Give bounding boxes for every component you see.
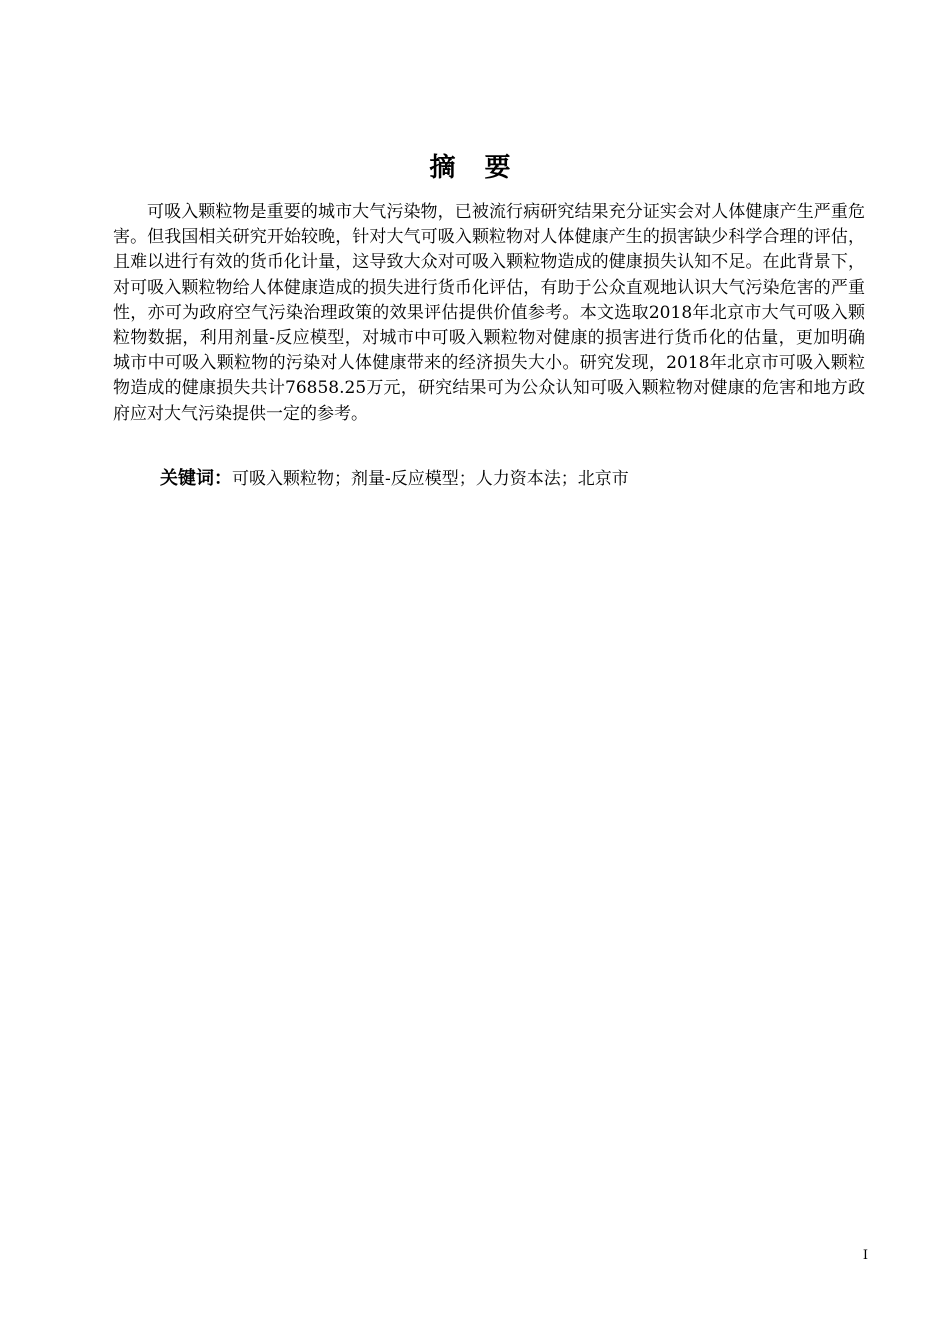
keywords-label: 关键词： bbox=[160, 468, 232, 489]
keywords-line bbox=[160, 466, 865, 492]
abstract-paragraph: 可吸入颗粒物是重要的城市大气污染物，已被流行病研究结果充分证实会对人体健康产生严重危害。但我国相关研究开始较晚，针对大气可吸入颗粒物对人体健康产生的损害缺少科学合理的评估，且难以进行有效的货币化计量，这导致大众对可吸入颗粒物造成的健康损失认知不足。在此背景下，对可吸入颗粒物给人体健康造成的损失进行货币化评估，有助于公众直观地认识大气污染危害的严重性，亦可为政府空气污染治理政策的效果评估提供价值参考。本文选取2018年北京市大气可吸入颗粒物数据，利用剂量-反应模型，对城市中可吸入颗粒物对健康的损害进行货币化的估量，更加明确城市中可吸入颗粒物的污染对人体健康带来的经济损失大小。研究发现，2018年北京市可吸入颗粒物造成的健康损失共计76858.25万元，研究结果可为公众认知可吸入颗粒物对健康的危害和地方政府应对大气污染提供一定的参考。 bbox=[113, 202, 865, 424]
keywords-text: 可吸入颗粒物；剂量-反应模型；人力资本法；北京市 bbox=[232, 469, 629, 489]
abstract-title: 摘 要 bbox=[429, 153, 521, 183]
page-number: I bbox=[862, 1248, 868, 1263]
